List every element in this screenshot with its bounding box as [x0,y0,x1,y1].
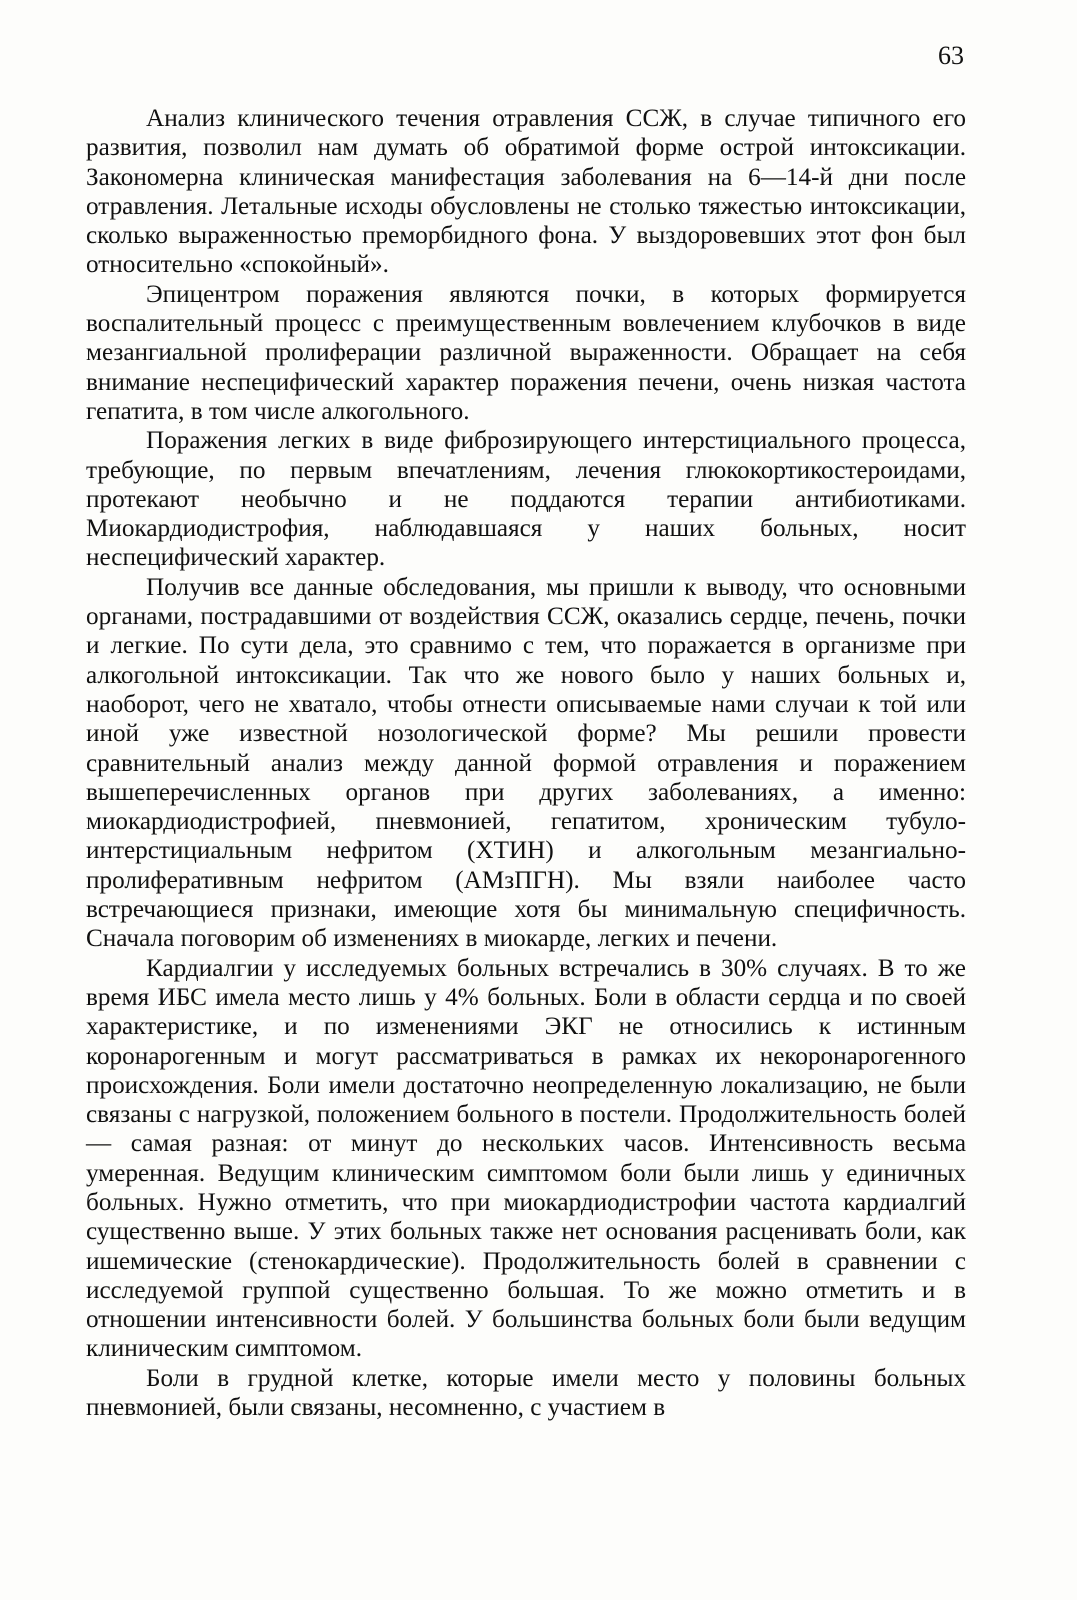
paragraph: Получив все данные обследования, мы пришли к выводу, что основными органами, пострадавшими от воздействия ССЖ, оказались сердце, печень, почки и легкие. По сути дела, это сравнимо с тем, что поражается в организме при алкогольной интоксикации. Так что же нового было у наших больных и, наоборот, чего не хватало, чтобы отнести описываемые нами случаи к той или иной уже известной нозологической форме? Мы решили провести сравнительный анализ между данной формой отравления и поражением вышеперечисленных органов при других заболеваниях, а именно: миокардиодистрофией, пневмонией, гепатитом, хроническим тубуло-интерстициальным нефритом (ХТИН) и алкогольным мезангиально-пролиферативным нефритом (АМзПГН). Мы взяли наиболее часто встречающиеся признаки, имеющие хотя бы минимальную специфичность. Сначала поговорим об изменениях в миокарде, легких и печени. [86,573,966,953]
page-number: 63 [938,41,964,70]
paragraph: Боли в грудной клетке, которые имели место у половины больных пневмонией, были связаны, несомненно, с участием в [86,1364,966,1422]
paragraph: Эпицентром поражения являются почки, в которых формируется воспалительный процесс с преимущественным вовлечением клубочков в виде мезангиальной пролиферации различной выраженности. Обращает на себя внимание неспецифический характер поражения печени, очень низкая частота гепатита, в том числе алкогольного. [86,280,966,425]
paragraph: Поражения легких в виде фиброзирующего интерстициального процесса, требующие, по первым впечатлениям, лечения глюкокортикостероидами, протекают необычно и не поддаются терапии антибиотиками. Миокардиодистрофия, наблюдавшаяся у наших больных, носит неспецифический характер. [86,427,966,572]
paragraph: Анализ клинического течения отравления ССЖ, в случае типичного его развития, позволил нам думать об обратимой форме острой интоксикации. Закономерна клиническая манифестация заболевания на 6—14-й дни после отравления. Летальные исходы обусловлены не столько тяжестью интоксикации, сколько выраженностью преморбидного фона. У выздоровевших этот фон был относительно «спокойный». [86,105,966,279]
paragraph: Кардиалгии у исследуемых больных встречались в 30% случаях. В то же время ИБС имела место лишь у 4% больных. Боли в области сердца и по своей характеристике, и по изменениями ЭКГ не относились к истинным коронарогенным и могут рассматриваться в рамках их некоронарогенного происхождения. Боли имели достаточно неопределенную локализацию, не были связаны с нагрузкой, положением больного в постели. Продолжительность болей — самая разная: от минут до нескольких часов. Интенсивность весьма умеренная. Ведущим клиническим симптомом боли были лишь у единичных больных. Нужно отметить, что при миокардиодистрофии частота кардиалгий существенно выше. У этих больных также нет основания расценивать боли, как ишемические (стенокардические). Продолжительность болей в сравнении с исследуемой группой существенно большая. То же можно отметить и в отношении интенсивности болей. У большинства больных боли были ведущим клиническим симптомом. [86,954,966,1363]
body-text [86,104,966,1422]
